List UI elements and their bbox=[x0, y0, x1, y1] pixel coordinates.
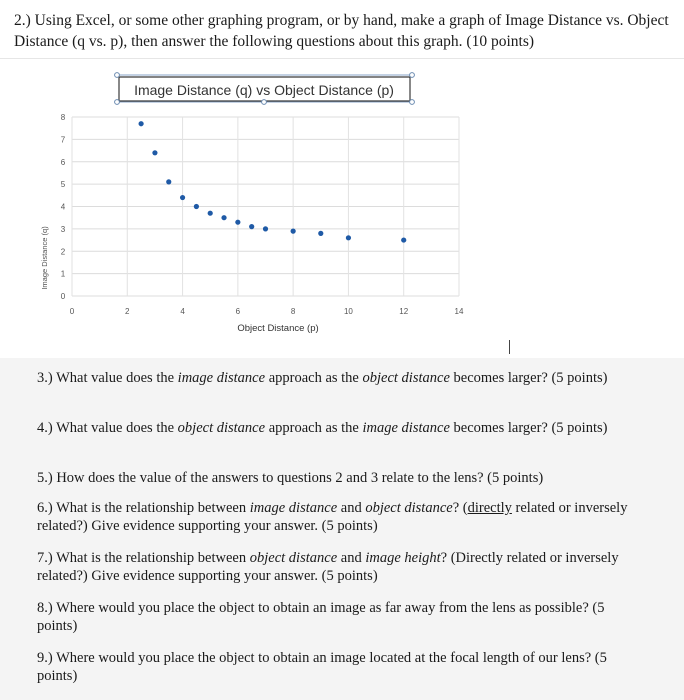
data-point bbox=[221, 215, 226, 220]
data-point bbox=[263, 226, 268, 231]
y-tick-label: 4 bbox=[60, 202, 66, 212]
data-point bbox=[139, 121, 144, 126]
question-list bbox=[0, 358, 684, 700]
y-tick-label: 0 bbox=[60, 292, 66, 301]
x-tick-label: 2 bbox=[125, 307, 130, 316]
question-9: 9.) Where would you place the object to obtain an image located at the focal length of our lens? (5 points) bbox=[37, 650, 607, 684]
text-cursor bbox=[509, 340, 510, 354]
x-tick-label: 8 bbox=[290, 307, 296, 316]
question-3: 3.) What value does the image distance approach as the object distance becomes larger? (5 points) bbox=[37, 370, 608, 386]
y-tick-label: 7 bbox=[60, 135, 66, 145]
y-tick-label: 1 bbox=[60, 269, 66, 279]
question-7: 7.) What is the relationship between object distance and image height? (Directly related or inversely related?) Give evidence supporting your answer. (5 points) bbox=[37, 550, 619, 584]
data-point bbox=[208, 211, 213, 216]
data-point bbox=[180, 195, 185, 200]
x-axis-label: Object Distance (p) bbox=[237, 323, 319, 334]
data-point bbox=[291, 229, 296, 234]
scatter-chart bbox=[0, 60, 684, 358]
question-2-text: 2.) Using Excel, or some other graphing program, or by hand, make a graph of Image Distance vs. Object Distance (q vs. p), then answer the following questions about this graph. (10 points) bbox=[14, 12, 669, 50]
x-tick-labels bbox=[70, 307, 464, 316]
x-tick-label: 14 bbox=[454, 307, 464, 316]
data-point bbox=[318, 231, 323, 236]
resize-handle bbox=[410, 100, 415, 105]
divider bbox=[0, 58, 684, 59]
chart-grid bbox=[72, 117, 459, 296]
chart-title-box[interactable] bbox=[115, 73, 415, 105]
y-tick-label: 8 bbox=[60, 113, 66, 122]
y-tick-labels bbox=[61, 113, 66, 301]
resize-handle bbox=[115, 73, 120, 78]
y-axis-label: Image Distance (q) bbox=[40, 226, 49, 290]
x-tick-label: 4 bbox=[180, 307, 185, 316]
resize-handle bbox=[410, 73, 415, 78]
resize-handle bbox=[115, 100, 120, 105]
y-tick-label: 2 bbox=[60, 247, 66, 257]
y-tick-label: 6 bbox=[60, 157, 66, 167]
question-8: 8.) Where would you place the object to obtain an image as far away from the lens as possible? (5 points) bbox=[37, 600, 605, 634]
question-6: 6.) What is the relationship between image distance and object distance? (directly related or inversely related?) Give evidence supporting your answer. (5 points) bbox=[37, 500, 628, 534]
x-tick-label: 0 bbox=[69, 307, 75, 316]
chart-title: Image Distance (q) vs Object Distance (p) bbox=[134, 82, 394, 98]
x-tick-label: 10 bbox=[343, 307, 353, 316]
question-5: 5.) How does the value of the answers to questions 2 and 3 relate to the lens? (5 points) bbox=[37, 470, 544, 486]
x-tick-label: 12 bbox=[399, 307, 409, 316]
data-point bbox=[235, 220, 240, 225]
data-point bbox=[152, 150, 157, 155]
resize-handle bbox=[262, 100, 267, 105]
data-point bbox=[249, 224, 254, 229]
data-point bbox=[401, 237, 406, 242]
data-point bbox=[166, 179, 171, 184]
x-tick-label: 6 bbox=[235, 307, 241, 316]
y-tick-label: 5 bbox=[60, 180, 66, 190]
data-point bbox=[346, 235, 351, 240]
question-4: 4.) What value does the object distance approach as the image distance becomes larger? (5 points) bbox=[37, 420, 608, 436]
y-tick-label: 3 bbox=[60, 224, 66, 234]
data-point bbox=[194, 204, 199, 209]
